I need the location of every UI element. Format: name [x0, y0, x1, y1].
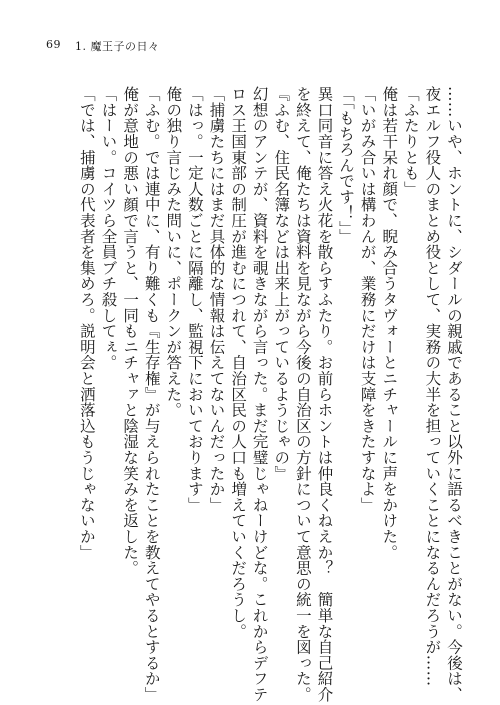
text-line: 異口同音に答え火花を散らすふたり。お前らホントは仲良くねえか？ 簡単な自己紹介	[315, 86, 334, 703]
running-header	[46, 38, 160, 54]
text-line: 「はーい。コイツら全員ブチ殺してぇ。	[99, 86, 118, 371]
text-line: 『ふむ、住民名簿などは出来上がっているようじゃの』	[272, 86, 291, 481]
text-line: を終えて、俺たちは資料を見ながら今後の自治区の方針について意思の統一を図った。	[293, 86, 312, 703]
text-line: 「ふたりとも」	[401, 86, 420, 197]
text-line: 「いがみ合いは構わんが、業務にだけは支障をきたすなよ」	[358, 86, 377, 513]
text-line: 夜エルフ役人のまとめ役として、実務の大半を担っていくことになるんだろうが……	[423, 86, 442, 687]
text-line: 「ふむ。では連中に、有り難くも『生存権』が与えられたことを教えてやるとするか」	[142, 86, 161, 703]
vertical-text-body	[44, 86, 464, 703]
text-line: 「では、捕虜の代表者を集めろ。説明会と洒落込もうじゃないか」	[77, 86, 96, 560]
text-line: 幻想のアンテが、資料を覗きながら言った。まだ完璧じゃねーけどな。これからデフテ	[250, 86, 269, 703]
text-line: ロス王国東部の制圧が進むにつれて、自治区民の人口も増えていくだろうし。	[229, 86, 248, 639]
text-line: 俺が意地の悪い顔で言うと、一同もニチャァと陰湿な笑みを返した。	[121, 86, 140, 576]
text-line: 「捕虜たちにはまだ具体的な情報は伝えてないんだったか」	[207, 86, 226, 513]
text-line: 俺の独り言じみた問いに、ポークンが答えた。	[164, 86, 183, 418]
text-line: 「はっ。一定人数ごとに隔離し、監視下においております」	[185, 86, 204, 513]
chapter-title: 1. 魔王子の日々	[75, 40, 160, 53]
text-line: 俺は若干呆れ顔で、睨み合うタヴォーとニチャールに声をかけた。	[380, 86, 399, 560]
text-line: 「「もちろんです！」」	[337, 86, 356, 245]
text-line: ……いや、ホントに、シダールの親戚であること以外に語るべきことがない。今後は、	[445, 86, 463, 703]
page-number: 69	[46, 38, 61, 51]
